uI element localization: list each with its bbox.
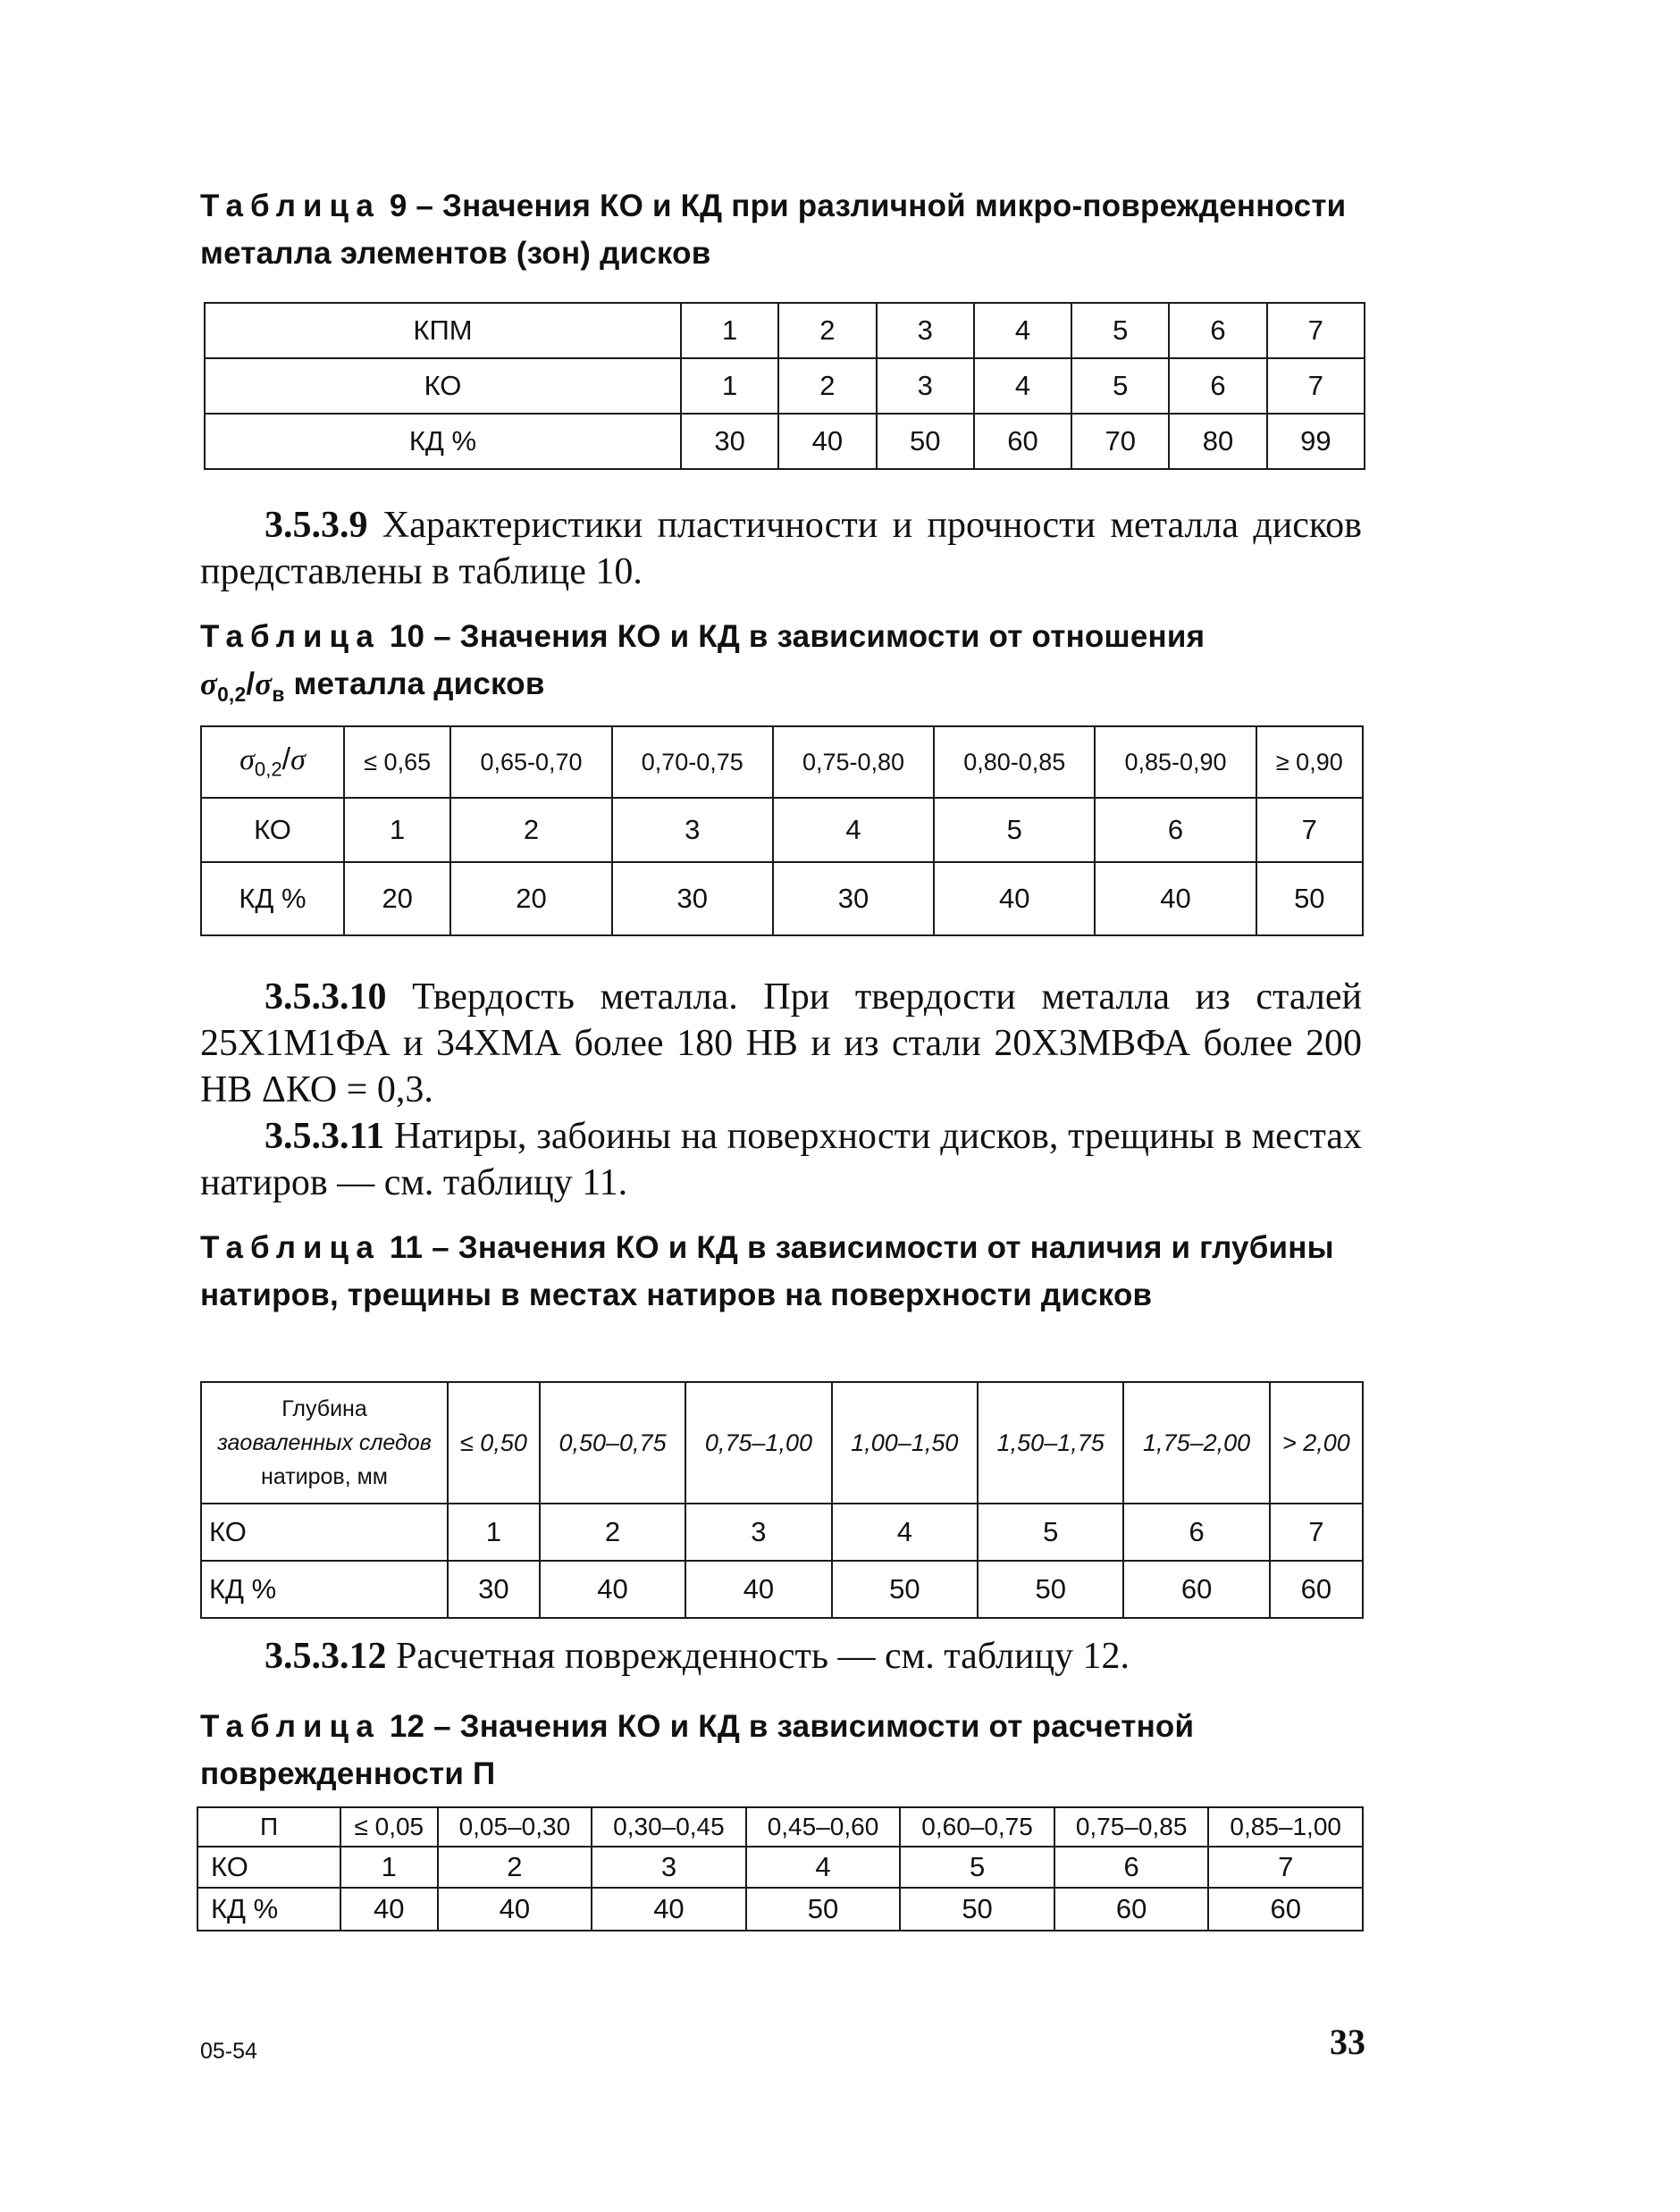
table-10-caption <box>200 613 1398 718</box>
table-row <box>197 1807 1363 1847</box>
paragraph-text: Твердость металла. При твердости металла из сталей 25Х1М1ФА и 34ХМА более 180 НВ и из стали 20Х3МВФА более 200 НВ ΔКО = 0,3. <box>200 976 1362 1110</box>
table-cell: 6 <box>1095 798 1256 862</box>
table-cell: 80 <box>1169 414 1266 469</box>
table-cell: 40 <box>438 1888 592 1931</box>
table-10-label: Таблица <box>200 619 381 654</box>
table-cell: 60 <box>1208 1888 1363 1931</box>
sigma-symbol: σ <box>200 666 218 701</box>
table-header-cell: 1,75–2,00 <box>1123 1382 1269 1504</box>
table-row <box>205 414 1365 469</box>
subscript: в <box>272 682 285 706</box>
subscript: 0,2 <box>254 758 282 781</box>
table-cell: 60 <box>1123 1561 1269 1618</box>
table-header-cell: 0,50–0,75 <box>540 1382 685 1504</box>
table-12 <box>197 1806 1364 1931</box>
table-cell: 40 <box>340 1888 438 1931</box>
header-line: натиров, мм <box>261 1464 388 1489</box>
table-header-cell: 0,70-0,75 <box>612 726 773 798</box>
table-header-cell: ≤ 0,65 <box>344 726 450 798</box>
header-line: Глубина <box>281 1396 367 1421</box>
paragraph-text: Натиры, забоины на поверхности дисков, трещины в местах натиров — см. таблицу 11. <box>200 1116 1363 1203</box>
table-cell: 40 <box>934 862 1095 935</box>
slash: / <box>281 742 291 777</box>
paragraph-3-5-3-12 <box>200 1633 1362 1680</box>
paragraph-number: 3.5.3.10 <box>265 976 387 1018</box>
table-cell: 4 <box>974 303 1071 358</box>
table-cell: 4 <box>773 798 934 862</box>
table-header-cell: 1,50–1,75 <box>978 1382 1123 1504</box>
table-11 <box>200 1381 1364 1619</box>
table-cell: 2 <box>778 303 876 358</box>
table-cell: КД % <box>201 862 344 935</box>
page-number: 33 <box>1330 2022 1365 2062</box>
subscript: 0,2 <box>217 682 247 706</box>
table-row <box>201 1382 1363 1504</box>
table-cell: 60 <box>974 414 1071 469</box>
table-cell: 40 <box>592 1888 746 1931</box>
table-cell: КД % <box>197 1888 340 1931</box>
table-cell: 5 <box>1071 303 1169 358</box>
table-header-cell: П <box>197 1807 340 1847</box>
table-cell: 3 <box>685 1504 831 1561</box>
table-row <box>201 726 1363 798</box>
table-header-cell: 0,75–1,00 <box>685 1382 831 1504</box>
paragraph-number: 3.5.3.11 <box>265 1116 385 1157</box>
table-header-cell: ≤ 0,05 <box>340 1807 438 1847</box>
document-code: 05-54 <box>200 2039 257 2064</box>
table-cell: 7 <box>1270 1504 1363 1561</box>
table-cell: 3 <box>877 358 974 414</box>
paragraph-number: 3.5.3.9 <box>265 505 368 546</box>
table-cell: 1 <box>344 798 450 862</box>
table-10 <box>200 725 1364 936</box>
table-cell: КД % <box>201 1561 448 1618</box>
table-cell: 60 <box>1270 1561 1363 1618</box>
table-header-cell: 0,80-0,85 <box>934 726 1095 798</box>
table-cell: 50 <box>900 1888 1054 1931</box>
table-header-cell: 0,45–0,60 <box>746 1807 901 1847</box>
table-cell: КО <box>205 358 681 414</box>
table-11-caption <box>200 1224 1398 1319</box>
table-header-cell: 0,85-0,90 <box>1095 726 1256 798</box>
table-cell: 30 <box>612 862 773 935</box>
table-cell: 40 <box>540 1561 685 1618</box>
table-cell: КД % <box>205 414 681 469</box>
table-12-caption <box>200 1703 1398 1797</box>
table-cell: 2 <box>450 798 611 862</box>
table-cell: 40 <box>1095 862 1256 935</box>
table-row <box>205 303 1365 358</box>
table-10-title-tail: металла дисков <box>293 666 545 701</box>
table-cell: 7 <box>1208 1847 1363 1888</box>
table-cell: 1 <box>448 1504 540 1561</box>
table-header-cell: 0,85–1,00 <box>1208 1807 1363 1847</box>
table-row <box>197 1847 1363 1888</box>
table-cell: 1 <box>681 358 778 414</box>
table-cell: 5 <box>978 1504 1123 1561</box>
table-9-caption <box>200 182 1398 277</box>
table-row <box>197 1888 1363 1931</box>
table-12-label: Таблица <box>200 1709 381 1744</box>
table-cell: 1 <box>340 1847 438 1888</box>
table-header-cell: 0,60–0,75 <box>900 1807 1054 1847</box>
paragraph-3-5-3-10 <box>200 974 1362 1113</box>
table-cell: 3 <box>592 1847 746 1888</box>
table-9-title: 9 – Значения КО и КД при различной микро-поврежденности металла элементов (зон) дисков <box>200 189 1347 271</box>
table-cell: 60 <box>1054 1888 1209 1931</box>
table-cell: 5 <box>900 1847 1054 1888</box>
table-cell: 6 <box>1169 358 1266 414</box>
table-header-cell: 1,00–1,50 <box>832 1382 978 1504</box>
paragraph-text: Характеристики пластичности и прочности металла дисков представлены в таблице 10. <box>200 505 1362 592</box>
table-header-cell <box>201 1382 448 1504</box>
table-cell: 2 <box>438 1847 592 1888</box>
table-header-cell: 0,05–0,30 <box>438 1807 592 1847</box>
table-cell: 5 <box>934 798 1095 862</box>
table-header-cell: > 2,00 <box>1270 1382 1363 1504</box>
table-cell: 4 <box>746 1847 901 1888</box>
table-row <box>201 798 1363 862</box>
table-cell: 7 <box>1267 358 1365 414</box>
sigma-symbol: σ <box>290 743 306 777</box>
table-10-title: 10 – Значения КО и КД в зависимости от отношения <box>389 619 1205 654</box>
table-cell: 99 <box>1267 414 1365 469</box>
table-cell: 50 <box>877 414 974 469</box>
table-cell: 4 <box>832 1504 978 1561</box>
table-header-cell: 0,75-0,80 <box>773 726 934 798</box>
table-cell: 50 <box>978 1561 1123 1618</box>
table-header-cell <box>201 726 344 798</box>
table-9 <box>204 302 1365 470</box>
table-cell: 50 <box>746 1888 901 1931</box>
table-header-cell: 0,75–0,85 <box>1054 1807 1209 1847</box>
table-11-label: Таблица <box>200 1230 381 1265</box>
table-header-cell: 0,65-0,70 <box>450 726 611 798</box>
table-cell: 4 <box>974 358 1071 414</box>
sigma-symbol: σ <box>239 743 255 777</box>
table-cell: 3 <box>877 303 974 358</box>
paragraph-text: Расчетная поврежденность — см. таблицу 12. <box>396 1636 1130 1677</box>
paragraph-3-5-3-11 <box>200 1113 1362 1206</box>
table-cell: 6 <box>1123 1504 1269 1561</box>
header-line: заоваленных следов <box>217 1430 432 1455</box>
table-cell: 50 <box>1256 862 1363 935</box>
table-cell: 40 <box>778 414 876 469</box>
table-row <box>201 1561 1363 1618</box>
table-cell: 30 <box>681 414 778 469</box>
table-cell: КО <box>201 798 344 862</box>
paragraph-3-5-3-9 <box>200 502 1362 595</box>
table-cell: 2 <box>778 358 876 414</box>
paragraph-number: 3.5.3.12 <box>265 1636 387 1677</box>
table-cell: 3 <box>612 798 773 862</box>
table-cell: КПМ <box>205 303 681 358</box>
table-cell: КО <box>201 1504 448 1561</box>
table-row <box>201 1504 1363 1561</box>
table-11-title: 11 – Значения КО и КД в зависимости от наличия и глубины натиров, трещины в местах натиров на поверхности дисков <box>200 1230 1334 1312</box>
table-header-cell: ≥ 0,90 <box>1256 726 1363 798</box>
table-cell: 30 <box>448 1561 540 1618</box>
table-cell: 1 <box>681 303 778 358</box>
table-cell: 2 <box>540 1504 685 1561</box>
table-9-label: Таблица <box>200 189 381 223</box>
sigma-symbol: σ <box>255 666 273 701</box>
table-cell: 6 <box>1054 1847 1209 1888</box>
table-cell: 20 <box>344 862 450 935</box>
table-cell: 20 <box>450 862 611 935</box>
table-cell: 6 <box>1169 303 1266 358</box>
slash: / <box>246 666 256 701</box>
table-cell: 40 <box>685 1561 831 1618</box>
table-header-cell: 0,30–0,45 <box>592 1807 746 1847</box>
table-cell: 30 <box>773 862 934 935</box>
table-row <box>201 862 1363 935</box>
table-cell: 5 <box>1071 358 1169 414</box>
table-row <box>205 358 1365 414</box>
table-header-cell: ≤ 0,50 <box>448 1382 540 1504</box>
table-12-title: 12 – Значения КО и КД в зависимости от расчетной поврежденности П <box>200 1709 1195 1791</box>
table-cell: 7 <box>1256 798 1363 862</box>
table-cell: КО <box>197 1847 340 1888</box>
table-cell: 7 <box>1267 303 1365 358</box>
table-cell: 70 <box>1071 414 1169 469</box>
table-cell: 50 <box>832 1561 978 1618</box>
